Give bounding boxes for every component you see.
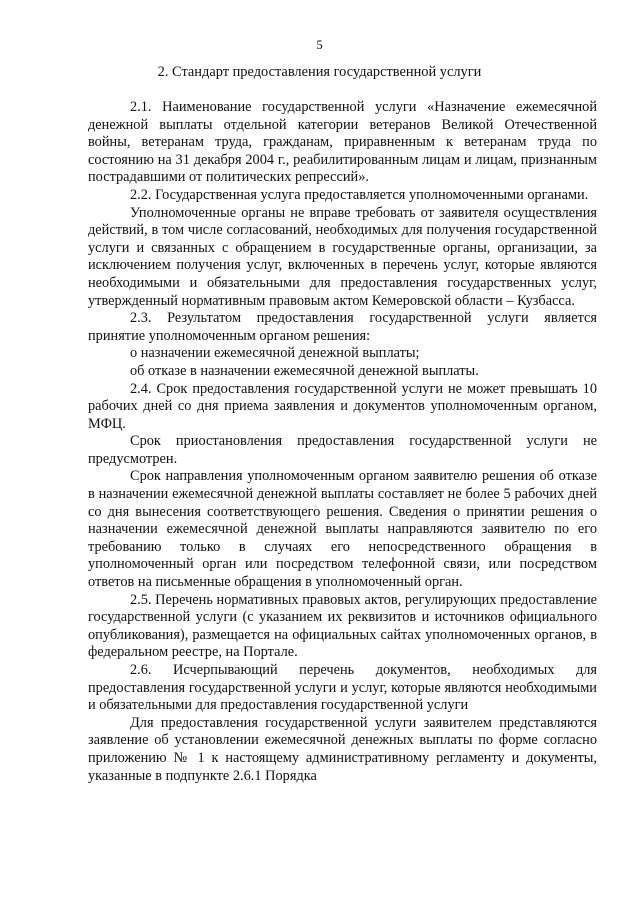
page-number: 5 [316, 38, 323, 52]
paragraph-suspension-term: Срок приостановления предоставления государственной услуги не предусмотрен. [88, 433, 597, 467]
section-title: 2. Стандарт предоставления государственной услуги [157, 64, 482, 80]
paragraph-decision-term: Срок направления уполномоченным органом заявителю решения об отказе в назначении ежемесячной денежной выплаты составляет не более 5 рабочих дней со дня вынесения соответствующего решения. Сведения о принятии решения о назначении ежемесячной денежной выплаты направляются заявителю по его требованию только в случаях его непосредственного обращения в уполномоченный орган или посредством телефонной связи, или посредством ответов на письменные обращения в уполномоченный орган. [88, 468, 597, 591]
paragraph-2-6: 2.6. Исчерпывающий перечень документов, необходимых для предоставления государственной услуги и услуг, которые являются необходимыми и обязательными для предоставления государственной услуги [88, 662, 597, 714]
paragraph-2-5: 2.5. Перечень нормативных правовых актов, регулирующих предоставление государственной услуги (с указанием их реквизитов и источников официального опубликования), размещается на официальных сайтах уполномоченных органов, в федеральном реестре, на Портале. [88, 591, 597, 661]
list-item-assignment: о назначении ежемесячной денежной выплаты; [130, 345, 420, 362]
paragraph-2-2: 2.2. Государственная услуга предоставляется уполномоченными органами. [130, 186, 589, 203]
paragraph-2-4: 2.4. Срок предоставления государственной услуги не может превышать 10 рабочих дней со дня приема заявления и документов уполномоченным органом, МФЦ. [88, 380, 597, 432]
paragraph-documents: Для предоставления государственной услуги заявителем представляются заявление об установлении ежемесячной денежных выплаты по форме согласно приложению № 1 к настоящему административному регламенту и документы, указанные в подпункте 2.6.1 Порядка [88, 714, 597, 784]
list-item-refusal: об отказе в назначении ежемесячной денежной выплаты. [130, 362, 479, 379]
paragraph-2-1: 2.1. Наименование государственной услуги «Назначение ежемесячной денежной выплаты отдельной категории ветеранов Великой Отечественной войны, ветеранам труда, гражданам, приравненным к ветеранам труда по состоянию на 31 декабря 2004 г., реабилитированным лицам и лицам, признанным пострадавшими от политических репрессий». [88, 99, 597, 186]
body-text [88, 99, 597, 785]
paragraph-authorized-bodies: Уполномоченные органы не вправе требовать от заявителя осуществления действий, в том числе согласований, необходимых для получения государственной услуги и связанных с обращением в государственные органы, организации, за исключением получения услуг, включенных в перечень услуг, которые являются необходимыми и обязательными для предоставления государственных услуг, утвержденный нормативным правовым актом Кемеровской области – Кузбасса. [88, 204, 597, 309]
paragraph-2-3: 2.3. Результатом предоставления государственной услуги является принятие уполномоченным органом решения: [88, 310, 597, 344]
